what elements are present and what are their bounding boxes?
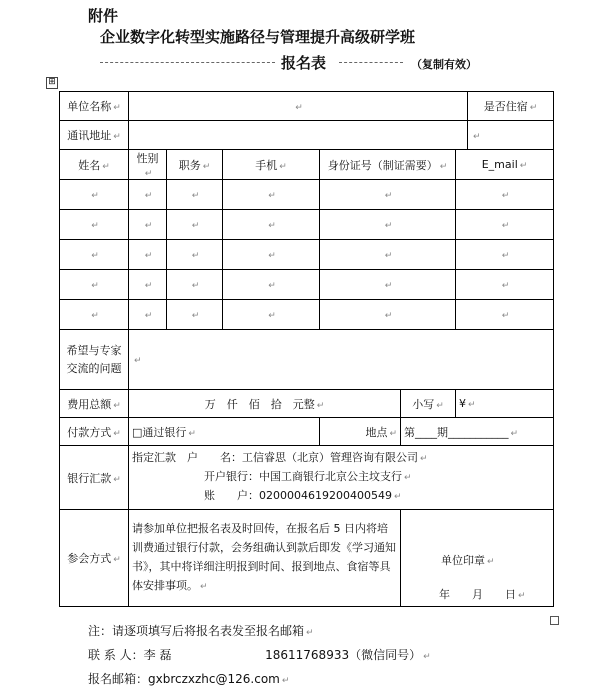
attendee-cell[interactable]: ↵ bbox=[456, 270, 554, 300]
attendee-row bbox=[60, 270, 554, 300]
col-title: 职务 ↵ bbox=[167, 150, 223, 180]
bank-row bbox=[60, 446, 554, 510]
attendance-row bbox=[60, 510, 554, 607]
registration-title: 报名表 bbox=[281, 54, 327, 72]
attendee-cell[interactable]: ↵ bbox=[60, 300, 129, 330]
attendee-row bbox=[60, 210, 554, 240]
attendee-row bbox=[60, 300, 554, 330]
footer-email: 报名邮箱：gxbrczxzhc@126.com ↵ bbox=[88, 672, 290, 686]
attendance-instructions: 请参加单位把报名表及时回传，在报名后 5 日内将培训费通过银行付款，会务组确认到款后即发《学习通知书》，其中将详细注明报到时间、报到地点、食宿等具体安排事项。 ↵ bbox=[129, 510, 401, 607]
col-id-number: 身份证号（制证需要） ↵ bbox=[320, 150, 456, 180]
bank-account-name: 指定汇款 户 名：工信睿思（北京）管理咨询有限公司 ↵ bbox=[132, 451, 428, 464]
seal-cell[interactable] bbox=[401, 510, 554, 607]
column-header-row bbox=[60, 150, 554, 180]
attendee-cell[interactable]: ↵ bbox=[320, 210, 456, 240]
attendee-cell[interactable]: ↵ bbox=[60, 270, 129, 300]
col-email: E_mail ↵ bbox=[456, 150, 554, 180]
topics-label: 希望与专家交流的问题 bbox=[60, 330, 129, 390]
subtitle-row bbox=[95, 52, 565, 74]
topics-field[interactable]: ↵ bbox=[129, 330, 554, 390]
contact-person: 联 系 人：李 磊 bbox=[88, 648, 172, 662]
unit-row bbox=[60, 92, 554, 121]
attendee-cell[interactable]: ↵ bbox=[167, 270, 223, 300]
attendee-cell[interactable]: ↵ bbox=[320, 270, 456, 300]
bank-transfer-checkbox[interactable]: □通过银行 ↵ bbox=[129, 418, 320, 446]
fee-row bbox=[60, 390, 554, 418]
col-gender: 性别↵ bbox=[129, 150, 167, 180]
attachment-label: 附件 bbox=[88, 7, 119, 25]
attendee-cell[interactable]: ↵ bbox=[456, 240, 554, 270]
bank-label: 银行汇款 ↵ bbox=[60, 446, 129, 510]
attendee-cell[interactable]: ↵ bbox=[60, 240, 129, 270]
dotted-leader-left bbox=[100, 62, 275, 63]
address-field[interactable] bbox=[129, 121, 468, 150]
attendee-row bbox=[60, 240, 554, 270]
seal-label: 单位印章 ↵ bbox=[441, 554, 495, 567]
session-field[interactable]: 第____期___________ ↵ bbox=[401, 418, 554, 446]
attendee-cell[interactable]: ↵ bbox=[223, 270, 320, 300]
attendee-cell[interactable]: ↵ bbox=[456, 300, 554, 330]
table-anchor-icon[interactable]: ⊞ bbox=[46, 77, 58, 89]
attendee-cell[interactable]: ↵ bbox=[320, 180, 456, 210]
fee-label: 费用总额 ↵ bbox=[60, 390, 129, 418]
attendee-row bbox=[60, 180, 554, 210]
attendee-cell[interactable]: ↵ bbox=[60, 180, 129, 210]
unit-name-field[interactable]: ↵ bbox=[129, 92, 468, 121]
lowercase-field[interactable]: ¥ ↵ bbox=[456, 390, 554, 418]
payment-label: 付款方式 ↵ bbox=[60, 418, 129, 446]
attendee-cell[interactable]: ↵ bbox=[456, 210, 554, 240]
attendee-cell[interactable]: ↵ bbox=[223, 210, 320, 240]
attendee-cell[interactable]: ↵ bbox=[129, 210, 167, 240]
lodging-field[interactable]: ↵ bbox=[468, 121, 554, 150]
bank-branch: 开户银行：中国工商银行北京公主坟支行 ↵ bbox=[204, 470, 412, 483]
contact-phone: 18611768933（微信同号） bbox=[265, 648, 422, 662]
seal-date: 年 月 日 ↵ bbox=[439, 588, 526, 601]
col-name: 姓名 ↵ bbox=[60, 150, 129, 180]
copy-valid-label: （复制有效） bbox=[411, 58, 477, 71]
lowercase-label: 小写 ↵ bbox=[401, 390, 456, 418]
page-title: 企业数字化转型实施路径与管理提升高级研学班 bbox=[100, 28, 416, 46]
col-mobile: 手机 ↵ bbox=[223, 150, 320, 180]
unit-name-label: 单位名称 ↵ bbox=[60, 92, 129, 121]
attendee-cell[interactable]: ↵ bbox=[223, 180, 320, 210]
attendee-cell[interactable]: ↵ bbox=[129, 270, 167, 300]
attendee-cell[interactable]: ↵ bbox=[320, 240, 456, 270]
attendee-cell[interactable]: ↵ bbox=[167, 210, 223, 240]
dotted-leader-right bbox=[339, 62, 403, 63]
attendee-cell[interactable]: ↵ bbox=[60, 210, 129, 240]
address-row bbox=[60, 121, 554, 150]
attendee-cell[interactable]: ↵ bbox=[223, 300, 320, 330]
fee-amount-field[interactable]: 万 仟 佰 拾 元整 ↵ bbox=[129, 390, 401, 418]
attendee-cell[interactable]: ↵ bbox=[167, 180, 223, 210]
place-label: 地点 ↵ bbox=[320, 418, 401, 446]
attendance-label: 参会方式 ↵ bbox=[60, 510, 129, 607]
attendee-cell[interactable]: ↵ bbox=[223, 240, 320, 270]
address-label: 通讯地址 ↵ bbox=[60, 121, 129, 150]
footer-note: 注：请逐项填写后将报名表发至报名邮箱 ↵ bbox=[88, 624, 314, 638]
lodging-label: 是否住宿 ↵ bbox=[468, 92, 554, 121]
bank-details bbox=[129, 446, 554, 510]
attendee-cell[interactable]: ↵ bbox=[456, 180, 554, 210]
attendee-cell[interactable]: ↵ bbox=[129, 240, 167, 270]
registration-form-table bbox=[59, 91, 554, 607]
payment-row bbox=[60, 418, 554, 446]
topics-row bbox=[60, 330, 554, 390]
footer-contact: 联 系 人：李 磊 18611768933（微信同号） ↵ bbox=[88, 648, 431, 662]
attendee-cell[interactable]: ↵ bbox=[129, 180, 167, 210]
attendee-cell[interactable]: ↵ bbox=[320, 300, 456, 330]
attendee-cell[interactable]: ↵ bbox=[167, 240, 223, 270]
table-resize-handle[interactable] bbox=[550, 616, 559, 625]
attendee-cell[interactable]: ↵ bbox=[167, 300, 223, 330]
attendee-cell[interactable]: ↵ bbox=[129, 300, 167, 330]
bank-account-number: 账 户：0200004619200400549 ↵ bbox=[204, 489, 402, 502]
